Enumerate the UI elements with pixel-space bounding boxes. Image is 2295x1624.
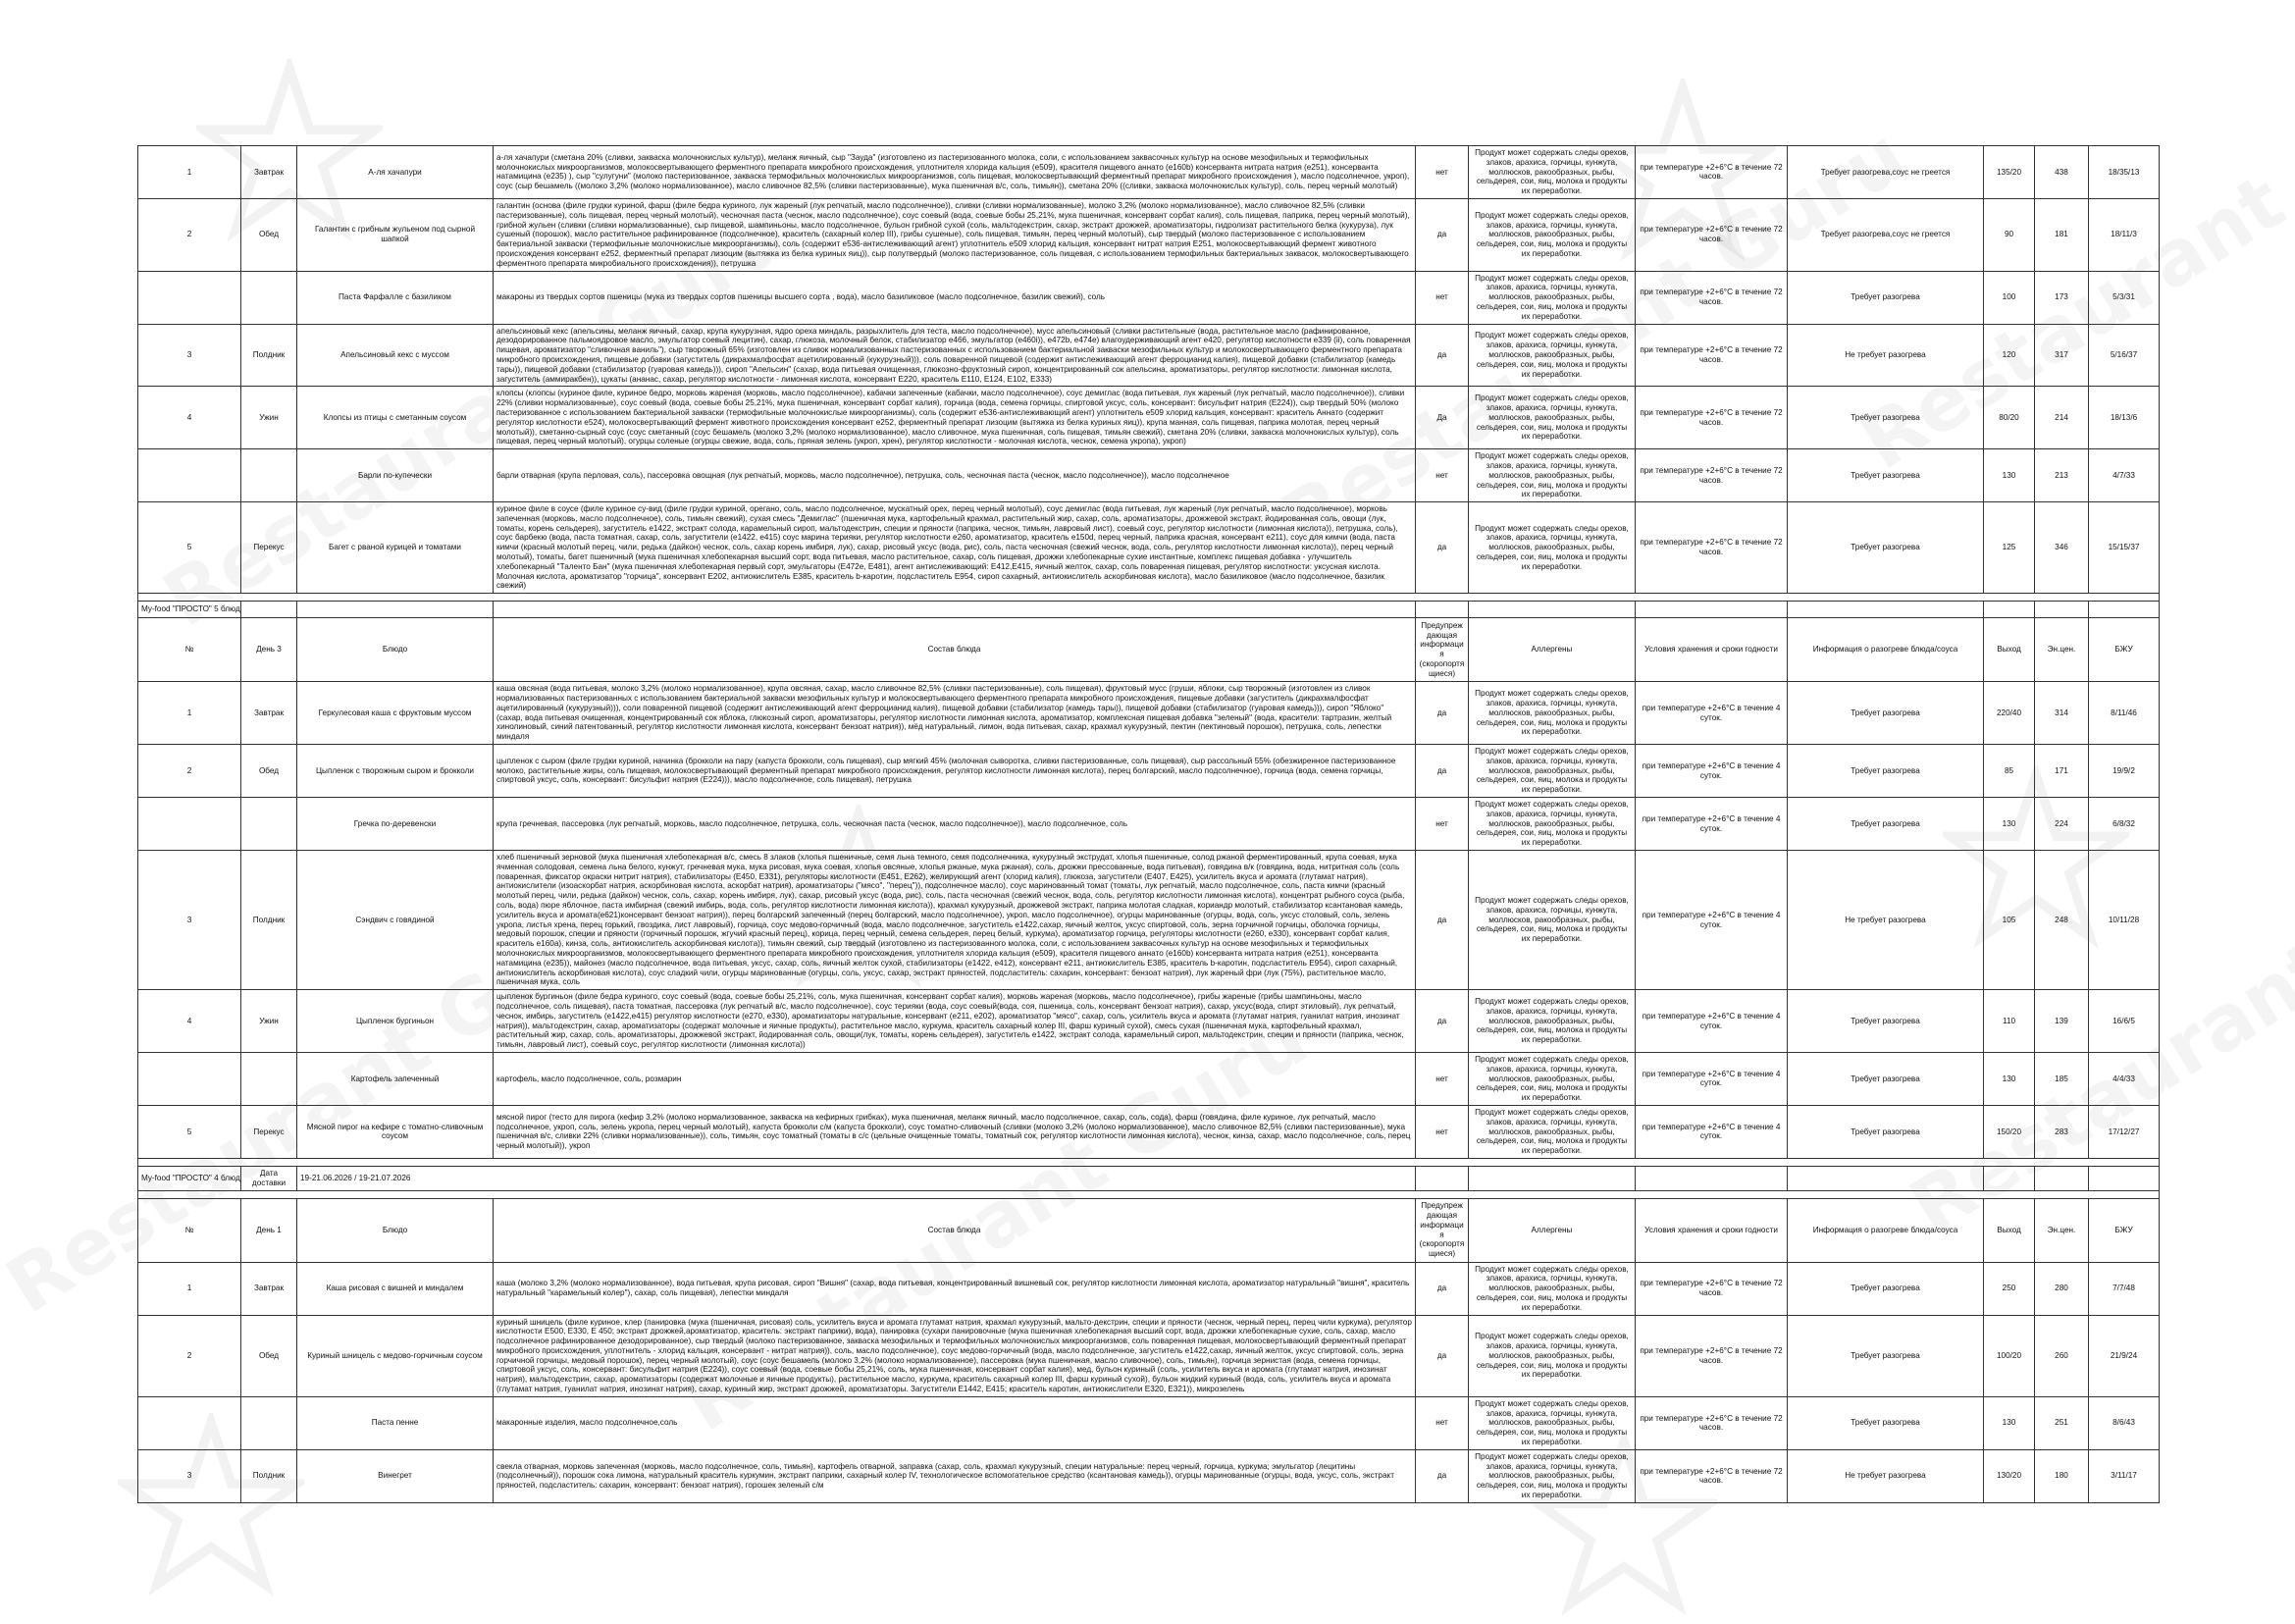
energy-value: 314	[2035, 682, 2089, 745]
energy-value: 139	[2035, 990, 2089, 1053]
section-gap	[138, 594, 2160, 682]
dish-composition: макароны из твердых сортов пшеницы (мука из твердых сортов пшеницы высшего сорта , вода), масло базиликовое (масло подсолнечное, базилик свежий), соль	[494, 271, 1416, 324]
bju-value: 10/11/28	[2089, 851, 2160, 990]
row-number: 2	[138, 1315, 241, 1396]
header-storage: Условия хранения и сроки годности	[1636, 1198, 1788, 1262]
table-row	[138, 198, 2160, 271]
allergens-cell: Продукт может содержать следы орехов, злаков, арахиса, горчицы, кунжута, моллюсков, ракообразных, рыбы, сельдерея, сои, яиц, молока и продукты их переработки.	[1469, 146, 1636, 199]
perishable-warning: Да	[1416, 387, 1469, 449]
portion-weight: 80/20	[1984, 387, 2035, 449]
row-number	[138, 798, 241, 851]
dish-composition: барли отварная (крупа перловая, соль), пассеровка овощная (лук репчатый, морковь, масло подсолнечное), петрушка, соль, чесночная паста (чеснок, масло подсолнечное)), масло подсолнечное	[494, 449, 1416, 502]
header-dish: Блюдо	[297, 1198, 494, 1262]
allergens-cell: Продукт может содержать следы орехов, злаков, арахиса, горчицы, кунжута, моллюсков, ракообразных, рыбы, сельдерея, сои, яиц, молока и продукты их переработки.	[1469, 1449, 1636, 1502]
table-row	[138, 1262, 2160, 1315]
allergens-cell: Продукт может содержать следы орехов, злаков, арахиса, горчицы, кунжута, моллюсков, ракообразных, рыбы, сельдерея, сои, яиц, молока и продукты их переработки.	[1469, 271, 1636, 324]
portion-weight: 150/20	[1984, 1105, 2035, 1158]
table-row	[138, 1052, 2160, 1105]
bju-value: 4/7/33	[2089, 449, 2160, 502]
storage-conditions: при температуре +2+6°С в течение 72 часов.	[1636, 1315, 1788, 1396]
allergens-cell: Продукт может содержать следы орехов, злаков, арахиса, горчицы, кунжута, моллюсков, ракообразных, рыбы, сельдерея, сои, яиц, молока и продукты их переработки.	[1469, 198, 1636, 271]
table-row	[138, 1105, 2160, 1158]
energy-value: 283	[2035, 1105, 2089, 1158]
allergens-cell: Продукт может содержать следы орехов, злаков, арахиса, горчицы, кунжута, моллюсков, ракообразных, рыбы, сельдерея, сои, яиц, молока и продукты их переработки.	[1469, 1105, 1636, 1158]
header-portion: Выход	[1984, 1198, 2035, 1262]
dish-composition: куриное филе в соусе (филе куриное су-вид (филе грудки куриной, орегано, соль, масло подсолнечное, мускатный орех, перец черный молотый), соус демиглас (вода питьевая, лук жареный (лук репчатый, масло подсолнечное), морковь запеченная (морковь, масло подсолнечное), соль, тимьян свежий), сухая смесь "Демиглас" (пшеничная мука, картофельный крахмал, растительный жир, сахар, соль, ароматизаторы, дрожжевой экстракт, йодированная соль, овощи (лук, томаты, корень сельдерея), загуститель е1422, экстракт солода, карамельный сироп, мальтодекстрин, специи и пряности (паприка, чеснок, тимьян, лавровый лист), соевый соус, регулятор кислотности (лимонная кислота)), петрушка, соль), соус барбекю (вода, паста томатная, сахар, соль, загустители (е1422, е415) соус марина терияки, регулятор кислотности е260, ароматизатор, краситель е150d, перец черный, паприка красная, консервант е211), соус для кимчи (вода, паста кимчи (красный молотый перец, чили, редька (дайкон) чеснок, соль, сахар корень имбиря, лук), сахар, рисовый уксус (вода, рис), соль, паста чесночная (свежий чеснок, вода, соль, регулятор кислотности лимонная кислота)), перец черный молотый), томаты, багет пшеничный (мука пшеничная хлебопекарная высший сорт, вода питьевая, масло растительное, сахар, соль пищевая, дрожжи хлебопекарные сухие инстантные, комплекс пищевая добавка - улучшитель хлебопекарный "Таленто Бан" (мука пшеничная хлебопекарная первый сорт, эмульгаторы (Е472е, Е481), агент антислеживающий: Е412,Е415, яичный желток, сахар, соль поваренная пищевая, регулятор кислотности: уксусная кислота. Молочная кислота, ароматизатор "горчица", консервант Е202, антиокислитель Е385, краситель b-каротин, подсластитель Е954, сироп сахарный, антиокислитель аскорбиновая кислота), масло базиликовое (масло подсолнечное, базилик свежий)	[494, 502, 1416, 594]
bju-value: 18/35/13	[2089, 146, 2160, 199]
energy-value: 171	[2035, 745, 2089, 798]
header-energy: Эн.цен.	[2035, 618, 2089, 682]
dish-name: Клопсы из птицы с сметанным соусом	[297, 387, 494, 449]
dish-name: Цыпленок с творожным сыром и брокколи	[297, 745, 494, 798]
table-row	[138, 502, 2160, 594]
row-number	[138, 449, 241, 502]
perishable-warning: нет	[1416, 1105, 1469, 1158]
storage-conditions: при температуре +2+6°С в течение 72 часов.	[1636, 1449, 1788, 1502]
energy-value: 185	[2035, 1052, 2089, 1105]
table-row	[138, 387, 2160, 449]
row-number: 1	[138, 146, 241, 199]
storage-conditions: при температуре +2+6°С в течение 72 часов.	[1636, 502, 1788, 594]
portion-weight: 90	[1984, 198, 2035, 271]
meal-type: Перекус	[241, 1105, 297, 1158]
perishable-warning: нет	[1416, 1396, 1469, 1449]
energy-value: 224	[2035, 798, 2089, 851]
meal-type: Обед	[241, 745, 297, 798]
reheat-info: Требует разогрева	[1788, 387, 1984, 449]
reheat-info: Требует разогрева	[1788, 1052, 1984, 1105]
dish-name: Цыпленок бургиньон	[297, 990, 494, 1053]
storage-conditions: при температуре +2+6°С в течение 4 суток.	[1636, 1105, 1788, 1158]
header-reheat: Информация о разогреве блюда/соуса	[1788, 618, 1984, 682]
header-day: День 1	[241, 1198, 297, 1262]
storage-conditions: при температуре +2+6°С в течение 72 часов.	[1636, 146, 1788, 199]
reheat-info: Требует разогрева	[1788, 1105, 1984, 1158]
reheat-info: Требует разогрева,соус не греется	[1788, 198, 1984, 271]
energy-value: 280	[2035, 1262, 2089, 1315]
row-number: 2	[138, 198, 241, 271]
meal-type: Ужин	[241, 990, 297, 1053]
table-row	[138, 146, 2160, 199]
meal-type	[241, 1396, 297, 1449]
meal-type: Обед	[241, 198, 297, 271]
storage-conditions: при температуре +2+6°С в течение 72 часов.	[1636, 449, 1788, 502]
dish-name: Галантин с грибным жульеном под сырной шапкой	[297, 198, 494, 271]
storage-conditions: при температуре +2+6°С в течение 4 суток.	[1636, 745, 1788, 798]
portion-weight: 130	[1984, 1052, 2035, 1105]
meal-type: Завтрак	[241, 146, 297, 199]
dish-name: Гречка по-деревенски	[297, 798, 494, 851]
portion-weight: 125	[1984, 502, 2035, 594]
table-row	[138, 682, 2160, 745]
allergens-cell: Продукт может содержать следы орехов, злаков, арахиса, горчицы, кунжута, моллюсков, ракообразных, рыбы, сельдерея, сои, яиц, молока и продукты их переработки.	[1469, 324, 1636, 387]
reheat-info: Требует разогрева,соус не греется	[1788, 146, 1984, 199]
meal-type: Полдник	[241, 324, 297, 387]
meal-type: Полдник	[241, 851, 297, 990]
table-row	[138, 745, 2160, 798]
header-dish: Блюдо	[297, 618, 494, 682]
table-row	[138, 1449, 2160, 1502]
dish-composition: куриный шницель (филе куриное, клер (панировка (мука (пшеничная, рисовая) соль, усилитель вкуса и аромата глутамат натрия, крахмал кукурузный, мальто-декстрин, специи и пряности (чеснок, черный перец, перец чили куркума), регулятор кислотности Е500, Е330, Е 450; экстракт дрожжей,ароматизатор, краситель: экстракт паприки), вода), панировка (сухари панировочные (мука пшеничная хлебопекарная высший сорт, вода, дрожжи хлебопекарные сухие, соль, сахар, масло подсолнечное рафинированное дезодорированное), сыр твердый (молоко пастеризованное, закваска мезофильных и термофильных молочнокислых микроорганизмов, соль поваренная пищевая, молокосвертывающий ферментный препарат микробного происхождения, уплотнитель - хлорид кальция, консервант - нитрат натрия)), соль, масло подсолнечное), соус медово-горчичный (вода, масло подсолнечное, загуститель е1422,сахар, яичный желток, уксус спиртовой, соль, зерна горчичной горчицы, медовый порошок), перец черный молотый), соус (соус бешамель (молоко 3,2% (молоко нормализованное), пассеровка (мука пшеничная, масло сливочное), соль, тимьян), горчица зернистая (вода, семена горчицы, спиртовой уксус, соль, консервант: бисульфит натрия (Е224)), соус соевый (вода, соевые бобы 25,21%, соль, мука пшеничная, консервант сорбат калия), мед, бульон куриный (соль, усилитель вкуса и аромата (глутамат натрия, инозинат натрия), мальтодекстрин, сахар, ароматизаторы (содержат молочные и яичные продукты), растительное масло, куркума, краситель сахарный колер III, фарш куриный сухой), бульон жидкий куриный (вода, соль, усилитель вкуса и аромата (глутамат натрия, гуанилат натрия, инозинат натрия), сахар, куриный жир, экстракт дрожжей, ароматизаторы. Загустители Е1442, Е415; краситель каротин, антиокислители Е320, Е321)), микрозелень	[494, 1315, 1416, 1396]
perishable-warning: да	[1416, 1315, 1469, 1396]
dish-name: Куриный шницель с медово-горчичным соусом	[297, 1315, 494, 1396]
dish-composition: мясной пирог (тесто для пирога (кефир 3,2% (молоко нормализованное, закваска на кефирных грибках), мука пшеничная, меланж яичный, масло подсолнечное, сахар, соль, сода), фарш (говядина, филе куриное, лук репчатый, масло подсолнечное, укроп, соль, зелень укропа, перец черный молотый), капуста брокколи с/м (капуста брокколи), соус томатно-сливочный (сливки (молоко 3,2% (молоко нормализованное), масло сливочное 82,5% (сливки пастеризованные), мука пшеничная в/с, сливки 22% (сливки нормализованные)), соль, тимьян, соус томатный (томаты в с/с (цельные очищенные томаты, томатный сок, регулятор кислотности лимонная кислота), чеснок, кинза, сахар, масло подсолнечное, соль, перец черный молотый)), укроп	[494, 1105, 1416, 1158]
energy-value: 173	[2035, 271, 2089, 324]
dish-composition: цыпленок с сыром (филе грудки куриной, начинка (брокколи на пару (капуста брокколи, соль пищевая), сыр мягкий 45% (молочная сыворотка, сливки пастеризованные, соль пищевая), сыр рассольный 55% (обезжиренное пастеризованное молоко, растительные жиры, соль пищевая, молокосвертывающий ферментный препарат микробного происхождения, регулятор кислотности лимонная кислота), перец болгарский, масло подсолнечное), горчица (вода, семена горчицы, спиртовой уксус, соль, консервант: бисульфит натрия (Е224))), масло подсолнечное, соль пищевая), петрушка	[494, 745, 1416, 798]
allergens-cell: Продукт может содержать следы орехов, злаков, арахиса, горчицы, кунжута, моллюсков, ракообразных, рыбы, сельдерея, сои, яиц, молока и продукты их переработки.	[1469, 1396, 1636, 1449]
perishable-warning: да	[1416, 851, 1469, 990]
header-storage: Условия хранения и сроки годности	[1636, 618, 1788, 682]
row-number: 2	[138, 745, 241, 798]
header-reheat: Информация о разогреве блюда/соуса	[1788, 1198, 1984, 1262]
bju-value: 7/7/48	[2089, 1262, 2160, 1315]
meal-type	[241, 1052, 297, 1105]
section-gap	[138, 1158, 2160, 1262]
storage-conditions: при температуре +2+6°С в течение 4 суток.	[1636, 1052, 1788, 1105]
perishable-warning: нет	[1416, 798, 1469, 851]
energy-value: 180	[2035, 1449, 2089, 1502]
reheat-info: Требует разогрева	[1788, 449, 1984, 502]
bju-value: 8/6/43	[2089, 1396, 2160, 1449]
perishable-warning: да	[1416, 1262, 1469, 1315]
allergens-cell: Продукт может содержать следы орехов, злаков, арахиса, горчицы, кунжута, моллюсков, ракообразных, рыбы, сельдерея, сои, яиц, молока и продукты их переработки.	[1469, 851, 1636, 990]
perishable-warning: нет	[1416, 146, 1469, 199]
dish-composition: картофель, масло подсолнечное, соль, розмарин	[494, 1052, 1416, 1105]
header-allergens: Аллергены	[1469, 618, 1636, 682]
perishable-warning: да	[1416, 1449, 1469, 1502]
storage-conditions: при температуре +2+6°С в течение 4 суток.	[1636, 682, 1788, 745]
bju-value: 19/9/2	[2089, 745, 2160, 798]
header-energy: Эн.цен.	[2035, 1198, 2089, 1262]
section-day-block-2	[138, 682, 2160, 1159]
storage-conditions: при температуре +2+6°С в течение 4 суток.	[1636, 851, 1788, 990]
storage-conditions: при температуре +2+6°С в течение 72 часов.	[1636, 387, 1788, 449]
allergens-cell: Продукт может содержать следы орехов, злаков, арахиса, горчицы, кунжута, моллюсков, ракообразных, рыбы, сельдерея, сои, яиц, молока и продукты их переработки.	[1469, 798, 1636, 851]
dish-name: Сэндвич с говядиной	[297, 851, 494, 990]
storage-conditions: при температуре +2+6°С в течение 72 часов.	[1636, 198, 1788, 271]
table-row	[138, 851, 2160, 990]
header-composition: Состав блюда	[494, 1198, 1416, 1262]
table-row	[138, 271, 2160, 324]
table-row	[138, 798, 2160, 851]
dish-composition: галантин (основа (филе грудки куриной, фарш (филе бедра куриного, лук жареный (лук репчатый, масло подсолнечное)), сливки (сливки нормализованные), молоко 3,2% (молоко нормализованное), масло сливочное 82,5% (сливки пастеризованные), соль пищевая, перец черный молотый), чесночная паста (чеснок, масло подсолнечное), соус соевый (вода, соевые бобы 25,21%, мука пшеничная, консервант сорбат калия), соль пищевая, паприка, перец черный молотый), грибной жульен (сливки (сливки нормализованные), сыр пищевой, шампиньоны, масло подсолнечное, бульон грибной сухой (соль, мальтодекстрин, сахар, экстракт дрожжей, ароматизаторы, гидролизат растительного белка (кукуруза), лук сушеный (порошок), масло растительное рафинированное (подсолнечное), краситель (сахарный колер III), грибы сушеные), соль пищевая, тимьян, перец черный молотый), сыр твердый (молоко пастеризованное с использованием бактериальной закваски (термофильные молочнокислые микроорганизмы), соль (содержит е536-антислеживающий агент) уплотнитель е509 хлорид кальция, консервант нитрат натрия Е251, молокосвертывающий фермент животного происхождения консервант е252, ферментный препарат лизоцим (вытяжка из белка куриных яиц)), сыр полутвердый (молоко пастеризованное, соль пищевая, с использованием термофильных бактериальных заквасок, молокосвертывающего ферментного препарата микробиального происхождения)), петрушка	[494, 198, 1416, 271]
reheat-info: Требует разогрева	[1788, 1262, 1984, 1315]
portion-weight: 130/20	[1984, 1449, 2035, 1502]
reheat-info: Требует разогрева	[1788, 798, 1984, 851]
perishable-warning: да	[1416, 990, 1469, 1053]
perishable-warning: нет	[1416, 449, 1469, 502]
meal-type: Обед	[241, 1315, 297, 1396]
energy-value: 214	[2035, 387, 2089, 449]
meal-type	[241, 449, 297, 502]
section-day-block-3	[138, 1262, 2160, 1502]
reheat-info: Требует разогрева	[1788, 682, 1984, 745]
dish-name: Паста Фарфалле с базиликом	[297, 271, 494, 324]
row-number: 5	[138, 502, 241, 594]
energy-value: 213	[2035, 449, 2089, 502]
storage-conditions: при температуре +2+6°С в течение 72 часов.	[1636, 1396, 1788, 1449]
dish-name: Барли по-купечески	[297, 449, 494, 502]
reheat-info: Требует разогрева	[1788, 502, 1984, 594]
row-number: 3	[138, 851, 241, 990]
row-number: 4	[138, 990, 241, 1053]
dish-composition: апельсиновый кекс (апельсины, меланж яичный, сахар, крупа кукурузная, ядро ореха миндаль, разрыхлитель для теста, масло подсолнечное), мусс апельсиновый (сливки растительные (вода, растительное масло (рафинированное, дезодорированное пальмоядровое масло, эмульгатор соевый лецитин), сахар, глюкоза, молочный белок, стабилизатор е466, эмульгатор (e460i)), е472b, е474e) влагоудерживающий агент е420, регулятор кислотности е339 (ii), соль поваренная пищевая, ароматизатор "сливочная ваниль"), сыр творожный 65% (изготовлен из сливок нормализованных пастеризованных с использованием бактериальной закваски мезофильных культур и молокосвертывающего ферментного препарата микробного происхождения, пищевые добавки (загуститель (дикрахмалфосфат ацетилированный (кукурузный))), соль поваренной пищевой (содержит антислеживающий агент ферроцианид калия), пищевой добавки (стабилизатор (камедь тары)), пищевой добавки (стабилизатор (гуаровая камедь))), сироп "Апельсин" (сахар, вода питьевая очищенная, глюкозно-фруктозный сироп, концентрированный сок апельсина, ароматизаторы, регулятор кислотности: лимонная кислота, загуститель (аммиракбен)), цукаты (ананас, сахар, регулятор кислотности - лимонная кислота, консервант Е220, краситель Е110, Е124, Е102, Е333)	[494, 324, 1416, 387]
energy-value: 346	[2035, 502, 2089, 594]
reheat-info: Требует разогрева	[1788, 1396, 1984, 1449]
row-number	[138, 271, 241, 324]
portion-weight: 250	[1984, 1262, 2035, 1315]
portion-weight: 105	[1984, 851, 2035, 990]
row-number: 1	[138, 682, 241, 745]
dish-name: А-ля хачапури	[297, 146, 494, 199]
reheat-info: Требует разогрева	[1788, 271, 1984, 324]
perishable-warning: да	[1416, 198, 1469, 271]
section-day-block-1	[138, 146, 2160, 594]
perishable-warning: нет	[1416, 1052, 1469, 1105]
bju-value: 18/13/6	[2089, 387, 2160, 449]
meal-type: Ужин	[241, 387, 297, 449]
row-number: 1	[138, 1262, 241, 1315]
dish-name: Мясной пирог на кефире с томатно-сливочным соусом	[297, 1105, 494, 1158]
dish-composition: каша овсяная (вода питьевая, молоко 3,2% (молоко нормализованное), крупа овсяная, сахар, масло сливочное 82,5% (сливки пастеризованные), соль пищевая), фруктовый мусс (груши, яблоки, сыр творожный (изготовлен из сливок нормализованных пастеризованных с использованием бактериальной закваски мезофильных культур и молокосвертывающего ферментного препарата микробного происхождения, пищевые добавки (загуститель (дикрахмалфосфат ацетилированный (кукурузный))), соли поваренной пищевой (содержит антислеживающий агент ферроцианид калия), пищевой добавки (стабилизатор (камедь тары)), пищевой добавки (стабилизатор (гуаровая камедь))), сироп "Яблоко" (сахар, вода питьевая очищенная, концентрированный сок яблока, глюкозный сироп, ароматизаторы, регулятор кислотности лимонная кислота, ароматизатор, комплексная пищевая добавка "зеленый" (вода, красители: тартразин, желтый хинолиновый, синий патентованный, регулятор кислотности лимонная кислота, консервант бензоат натрия)), мёд натуральный, лимон, вода питьевая, сахар, крахмал кукурузный, пектин (пектиновый порошок), петрушка, соль, лепестки миндаля	[494, 682, 1416, 745]
dish-composition: хлеб пшеничный зерновой (мука пшеничная хлебопекарная в/с, смесь 8 злаков (хлопья пшеничные, семя льна темного, семя подсолнечника, кукурузный экструдат, хлопья пшеничные, солод ржаной ферментированный, крупа соевая, мука ячменная солодовая, семена льна белого, кунжут, гречневая мука, мука рисовая, мука соевая, хлопья овсяные, хлопья ржаные, мука ржаная), соль, дрожжи прессованные, вода питьевая), говядина в/к (говядина, вода, нитритная соль (соль поваренная, фиксатор окраски нитрит натрия), стабилизаторы (Е450, Е331), регуляторы кислотности (Е451, Е262), желирующий агент (хлорид калия), глюкоза, загустители (Е407, Е425), усилитель вкуса и аромата (глутамат натрия), антиокислители (изоаскорбат натрия, аскорбиновая кислота, аскорбат натрия), ароматизаторы ("мясо", "перец")), подсолнечное масло), соус маринованный томат (томаты, лук репчатый, масло подсолнечное, соль, паста кимчи (красный молотый перец, чили, редька (дайкон) чеснок, соль, сахар, корень имбиря, лук), сахар, рисовый уксус (вода, рис), соль, паста чесночная (свежий чеснок, вода, соль, регулятор кислотности лимонная кислота), концентрат рыбного соуса (рыба, соль, вода) пюре яблочное, паста имбирная (свежий имбирь, вода, соль, регулятор кислотности лимонная кислота)), крахмал кукурузный, дрожжевой экстракт, паприка молотая сладкая, кориандр молотый, стабилизатор ксантановая камедь, усилитель вкуса и аромата(е621)консервант бензоат натрия)), перец болгарский запеченный (перец болгарский, масло подсолнечное), укроп, масло подсолнечное), огурцы маринованные (огурцы, вода, соль, уксус столовый, соль, зелень укропа, листья хрена, перец горький, гвоздика, лист лавровый), горчица, соус медово-горчичный (вода, масло подсолнечное, загуститель е1422,сахар, яичный желток, уксус спиртовой, соль, зерна горчичной горчицы, оболочка горчицы, медовый порошок, специи и пряности (горчичный порошок, жгучий красный перец), корица, перец черный, семена сельдерея, перец белый, куркума), ароматизатор горчица, регуляторы кислотности (е260, е330), консервант сорбат калия, краситель е160a), кинза, соль, антиокислитель аскорбиновая кислота)), тимьян свежий, сыр твердый (изготовлено из пастеризованного молока, соли, с использованием заквасочных культур на основе мезофильных и термофильных молочнокислых микроорганизмов, молокосвертывающего ферментного препарата микробного происхождения, уплотнителя хлорида кальция (е509), красителя пищевого аннато (е160b) консерванта нитрата натрия (е251), консерванта натамицина (е235)), майонез (масло подсолнечное, вода питьевая, уксус, сахар, соль, яичный желток сухой, стабилизаторы (е1422, е412), консервант е211, антиокислитель Е385, краситель b-каротин, подсластитель Е954), сироп сахарный, антиокислитель аскорбиновая кислота), соус сладкий чили, огурцы маринованные (огурцы, соль, уксус, сахар, экстракт пряностей, подсластитель: сахарин, консервант: бензоат натрия), лук жареный фри (лук (75%), растительное масло, пшеничная мука, соль	[494, 851, 1416, 990]
perishable-warning: да	[1416, 745, 1469, 798]
dish-composition: макаронные изделия, масло подсолнечное,соль	[494, 1396, 1416, 1449]
header-allergens: Аллергены	[1469, 1198, 1636, 1262]
delivery-dates: 19-21.06.2026 / 19-21.07.2026	[297, 1166, 1416, 1190]
portion-weight: 135/20	[1984, 146, 2035, 199]
menu-sheet	[137, 145, 2159, 1503]
portion-weight: 110	[1984, 990, 2035, 1053]
dish-name: Апельсиновый кекс с муссом	[297, 324, 494, 387]
portion-weight: 130	[1984, 449, 2035, 502]
reheat-info: Требует разогрева	[1788, 990, 1984, 1053]
allergens-cell: Продукт может содержать следы орехов, злаков, арахиса, горчицы, кунжута, моллюсков, ракообразных, рыбы, сельдерея, сои, яиц, молока и продукты их переработки.	[1469, 682, 1636, 745]
meal-type: Завтрак	[241, 682, 297, 745]
dish-composition: клопсы (клопсы (куриное филе, куриное бедро, морковь жареная (морковь, масло подсолнечное), кабачки запеченные (кабачки, масло подсолнечное), соус демиглас (вода питьевая, лук жареный (лук репчатый, масло подсолнечное)), сливки 22% (сливки нормализованные), соус соевый (вода, соевые бобы 25,21%, мука пшеничная, консервант сорбат калия), горчица (вода, семена горчицы, спиртовой уксус, соль, консервант: бисульфит натрия (Е224)), сыр твердый 50% (молоко пастеризованное с использованием бактериальной закваски (термофильные молочнокислые микроорганизмы), соль (содержит е536-антислеживающий агент) уплотнитель е509 хлорид кальция, консервант: краситель Аннато (содержит регулятор кислотности е524), молокосвертывающий фермент животного происхождения консервант е252, ферментный препарат лизоцим (вытяжка из белка куриных яиц)), крупа манная, соль пищевая, паприка молотая, перец черный молотый)), сметанно-сырный соус (соус сметанный (соус бешамель (молоко 3,2% (молоко нормализованное), масло сливочное, мука пшеничная, соль пищевая, тимьян свежий), сметана 20% (сливки, закваска молочнокислых культур), соль пищевая, перец черный молотый), огурцы соленые (огурцы свежие, вода, соль, пряная зелень (укроп, хрен), регулятор кислотности - молочная кислота, чеснок, семена укропа), укроп)	[494, 387, 1416, 449]
row-number	[138, 1396, 241, 1449]
bju-value: 17/12/27	[2089, 1105, 2160, 1158]
header-num: №	[138, 618, 241, 682]
header-num: №	[138, 1198, 241, 1262]
allergens-cell: Продукт может содержать следы орехов, злаков, арахиса, горчицы, кунжута, моллюсков, ракообразных, рыбы, сельдерея, сои, яиц, молока и продукты их переработки.	[1469, 745, 1636, 798]
bju-value: 15/15/37	[2089, 502, 2160, 594]
storage-conditions: при температуре +2+6°С в течение 4 суток.	[1636, 990, 1788, 1053]
storage-conditions: при температуре +2+6°С в течение 72 часов.	[1636, 1262, 1788, 1315]
header-row	[138, 1198, 2160, 1262]
reheat-info: Требует разогрева	[1788, 745, 1984, 798]
bju-value: 16/6/5	[2089, 990, 2160, 1053]
row-number: 3	[138, 324, 241, 387]
dish-composition: каша (молоко 3,2% (молоко нормализованное), вода питьевая, крупа рисовая, сироп "Вишня" (сахар, вода питьевая, концентрированный вишневый сок, регулятор кислотности лимонная кислота, ароматизатор натуральный "вишня", краситель натуральный "карамельный колер"), сахар, соль пищевая), лепестки миндаля	[494, 1262, 1416, 1315]
allergens-cell: Продукт может содержать следы орехов, злаков, арахиса, горчицы, кунжута, моллюсков, ракообразных, рыбы, сельдерея, сои, яиц, молока и продукты их переработки.	[1469, 990, 1636, 1053]
delivery-date-label: Дата доставки	[241, 1166, 297, 1190]
portion-weight: 85	[1984, 745, 2035, 798]
perishable-warning: нет	[1416, 271, 1469, 324]
menu-label: My-food "ПРОСТО" 4 блюд	[138, 1166, 241, 1190]
dish-composition: крупа гречневая, пассеровка (лук репчатый, морковь, масло подсолнечное, петрушка, соль, чесночная паста (чеснок, масло подсолнечное)), масло подсолнечное, соль	[494, 798, 1416, 851]
bju-value: 4/4/33	[2089, 1052, 2160, 1105]
reheat-info: Не требует разогрева	[1788, 324, 1984, 387]
dish-name: Паста пенне	[297, 1396, 494, 1449]
header-composition: Состав блюда	[494, 618, 1416, 682]
reheat-info: Не требует разогрева	[1788, 851, 1984, 990]
portion-weight: 130	[1984, 798, 2035, 851]
energy-value: 251	[2035, 1396, 2089, 1449]
header-portion: Выход	[1984, 618, 2035, 682]
perishable-warning: да	[1416, 324, 1469, 387]
menu-table	[137, 145, 2160, 1503]
bju-value: 21/9/24	[2089, 1315, 2160, 1396]
dish-name: Винегрет	[297, 1449, 494, 1502]
storage-conditions: при температуре +2+6°С в течение 72 часов.	[1636, 271, 1788, 324]
energy-value: 248	[2035, 851, 2089, 990]
bju-value: 5/16/37	[2089, 324, 2160, 387]
perishable-warning: да	[1416, 502, 1469, 594]
header-warning: Предупреждающая информация (скоропортящиеся)	[1416, 618, 1469, 682]
dish-name: Каша рисовая с вишней и миндалем	[297, 1262, 494, 1315]
energy-value: 181	[2035, 198, 2089, 271]
dish-composition: свекла отварная, морковь запеченная (морковь, масло подсолнечное, соль, тимьян), картофель отварной, заправка (сахар, соль, крахмал кукурузный, специи натуральные: перец черный, горчица, куркума; эмульгатор (лецитины (подсолнечный)), порошок сока лимона, натуральный краситель куркумин, экстракт паприки, сахарный колер IV, технологическое вспомогательное средство (ксантановая камедь)), огурцы маринованные (огурцы, вода, уксус, соль, экстракт пряностей, подсластитель: сахарин, консервант: бензоат натрия), горошек зеленый с/м	[494, 1449, 1416, 1502]
dish-composition: цыпленок бургиньон (филе бедра куриного, соус соевый (вода, соевые бобы 25,21%, соль, мука пшеничная, консервант сорбат калия), морковь жареная (морковь, масло подсолнечное), грибы жареные (грибы шампиньоны, масло подсолнечное, соль пищевая), паста томатная, пассеровка (лук репчатый в/с, масло подсолнечное), соус терияки (вода, соус соевый(вода, соя, пшеница, соль, консервант бензоат натрия), сахар, уксус(вода, спирт этиловый), лук репчатый, чеснок, имбирь, загуститель (е1422,е415) регулятор кислотности (е270, е330), ароматизаторы натуральные, консервант (е211, е202), ароматизатор "мясо", сахар, соль, усилитель вкуса и аромата (глутамат натрия, гуанилат натрия, инозинат натрия)), мальтодекстрин, сахар, ароматизаторы (содержат молочные и яичные продукты), растительное масло, куркума, краситель сахарный колер III, фарш куриный сухой), смесь сухая (пшеничная мука, картофельный крахмал, растительный жир, сахар, соль, ароматизаторы, дрожжевой экстракт, йодированная соль, овощи(лук, томаты, корень сельдерея), загуститель е1422, экстракт солода, карамельный сироп, мальтодекстрин, специи и пряности (паприка, чеснок, тимьян, лавровый лист), соевый соус, регулятор кислотности (лимонная кислота))	[494, 990, 1416, 1053]
portion-weight: 100/20	[1984, 1315, 2035, 1396]
bju-value: 5/3/31	[2089, 271, 2160, 324]
portion-weight: 130	[1984, 1396, 2035, 1449]
menu-label: My-food "ПРОСТО" 5 блюд	[138, 602, 241, 618]
dish-name: Картофель запеченный	[297, 1052, 494, 1105]
energy-value: 260	[2035, 1315, 2089, 1396]
allergens-cell: Продукт может содержать следы орехов, злаков, арахиса, горчицы, кунжута, моллюсков, ракообразных, рыбы, сельдерея, сои, яиц, молока и продукты их переработки.	[1469, 1262, 1636, 1315]
table-row	[138, 449, 2160, 502]
reheat-info: Требует разогрева	[1788, 1315, 1984, 1396]
meal-type	[241, 271, 297, 324]
allergens-cell: Продукт может содержать следы орехов, злаков, арахиса, горчицы, кунжута, моллюсков, ракообразных, рыбы, сельдерея, сои, яиц, молока и продукты их переработки.	[1469, 502, 1636, 594]
allergens-cell: Продукт может содержать следы орехов, злаков, арахиса, горчицы, кунжута, моллюсков, ракообразных, рыбы, сельдерея, сои, яиц, молока и продукты их переработки.	[1469, 1315, 1636, 1396]
allergens-cell: Продукт может содержать следы орехов, злаков, арахиса, горчицы, кунжута, моллюсков, ракообразных, рыбы, сельдерея, сои, яиц, молока и продукты их переработки.	[1469, 387, 1636, 449]
bju-value: 18/11/3	[2089, 198, 2160, 271]
meal-type: Полдник	[241, 1449, 297, 1502]
dish-name: Багет с рваной курицей и томатами	[297, 502, 494, 594]
header-bju: БЖУ	[2089, 1198, 2160, 1262]
allergens-cell: Продукт может содержать следы орехов, злаков, арахиса, горчицы, кунжута, моллюсков, ракообразных, рыбы, сельдерея, сои, яиц, молока и продукты их переработки.	[1469, 449, 1636, 502]
meal-type: Перекус	[241, 502, 297, 594]
header-bju: БЖУ	[2089, 618, 2160, 682]
allergens-cell: Продукт может содержать следы орехов, злаков, арахиса, горчицы, кунжута, моллюсков, ракообразных, рыбы, сельдерея, сои, яиц, молока и продукты их переработки.	[1469, 1052, 1636, 1105]
dish-composition: а-ля хачапури (сметана 20% (сливки, закваска молочнокислых культур), меланж яичный, сыр "Зауда" (изготовлено из пастеризованного молока, соли, с использованием заквасочных культур на основе мезофильных и термофильных молочнокислых микроорганизмов, молокосвертывающего ферментного препарата микробного происхождения, уплотнителя хлорида кальция (е509), красителя пищевого аннато (е160b) консерванта нитрата натрия (е251), консерванта натамицина (е235) ), сыр "сулугуни" (молоко пастеризованное, закваска термофильных молочнокислых микроорганизмов, соль пищевая, молокосвертывающий ферментный препарат микробного происхождения ), масло подсолнечное, укроп), соус (сыр бешамель ((молоко 3,2% (молоко нормализованное), масло сливочное 82,5% (сливки пастеризованные), мука пшеничная в/с, соль, тимьян)), сметана 20% ((сливки, закваска молочнокислых культур), соль, перец черный молотый)	[494, 146, 1416, 199]
energy-value: 317	[2035, 324, 2089, 387]
perishable-warning: да	[1416, 682, 1469, 745]
row-number: 3	[138, 1449, 241, 1502]
storage-conditions: при температуре +2+6°С в течение 4 суток.	[1636, 798, 1788, 851]
table-row	[138, 1315, 2160, 1396]
bju-value: 3/11/17	[2089, 1449, 2160, 1502]
storage-conditions: при температуре +2+6°С в течение 72 часов.	[1636, 324, 1788, 387]
row-number: 5	[138, 1105, 241, 1158]
portion-weight: 100	[1984, 271, 2035, 324]
row-number: 4	[138, 387, 241, 449]
portion-weight: 220/40	[1984, 682, 2035, 745]
meal-type: Завтрак	[241, 1262, 297, 1315]
table-row	[138, 324, 2160, 387]
dish-name: Геркулесовая каша с фруктовым муссом	[297, 682, 494, 745]
header-warning: Предупреждающая информация (скоропортящиеся)	[1416, 1198, 1469, 1262]
header-row	[138, 618, 2160, 682]
table-row	[138, 1396, 2160, 1449]
energy-value: 438	[2035, 146, 2089, 199]
row-number	[138, 1052, 241, 1105]
header-day: День 3	[241, 618, 297, 682]
meal-type	[241, 798, 297, 851]
bju-value: 6/8/32	[2089, 798, 2160, 851]
reheat-info: Не требует разогрева	[1788, 1449, 1984, 1502]
table-row	[138, 990, 2160, 1053]
portion-weight: 120	[1984, 324, 2035, 387]
bju-value: 8/11/46	[2089, 682, 2160, 745]
